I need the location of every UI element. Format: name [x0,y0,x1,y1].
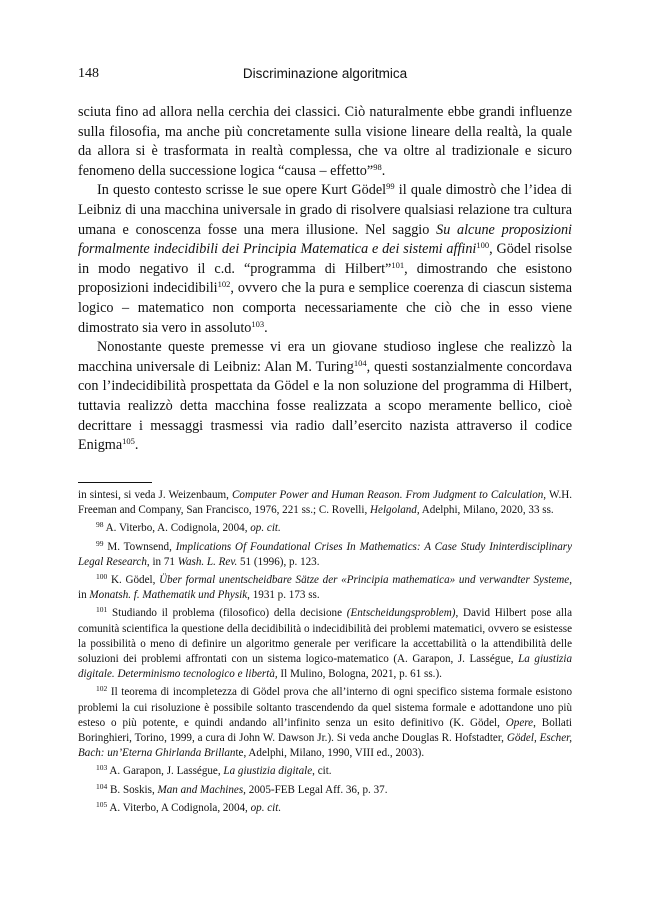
footnote-ref-100[interactable]: 100 [476,240,490,251]
footnote-number: 101 [96,605,108,615]
footnote-number: 103 [96,763,108,773]
footnote-103: $^{103}$ A. Garapon, J. Lasségue, La giustizia digitale, cit. [96,763,332,778]
footnote-number: 98 [96,520,104,530]
footnotes [78,488,572,819]
paragraph-continuation: sciuta fino ad allora nella cerchia dei classici. Ciò naturalmente ebbe grandi influenze sulla filosofia, ma anche più concretamente sulla visione lineare della realtà, la quale da allora si è trasformata in realtà complessa, che va oltre al tradizionale e sicuro fenomeno della successione logica “causa – effetto”$^{98}$. [78,104,572,179]
footnote-number: 105 [96,799,108,809]
paragraph-turing: Nonostante queste premesse vi era un giovane studioso inglese che realizzò la macchina universale di Leibniz: Alan M. Turing$^{104}$, questi sostanzialmente concordava con l’indecidibilità prospettata da Gödel e la non soluzione del programma di Hilbert, tuttavia realizzò detta macchina fosse realizzata a scopo meramente bellico, cioè decrittare i messaggi trasmessi via radio dall’esercito nazista attraverso il codice Enigma$^{105}$. [78,339,573,454]
main-text [78,103,572,456]
footnote-98: $^{98}$ A. Viterbo, A. Codignola, 2004, op. cit. [96,520,281,535]
footnote-ref-101[interactable]: 101 [391,259,405,270]
footnote-101: $^{101}$ Studiando il problema (filosofico) della decisione (Entscheidungsproblem), David Hilbert pose alla comunità scientifica la questione della decidibilità o indecidibilità dei problemi matematici, ovvero se esistesse la possibilità o meno di definire un algoritmo generale per verificare la accettabilità o la attendibilità delle soluzioni dei problemi affrontati con un sistema logico-matematico (A. Garapon, J. Lasségue, La giustizia digitale. Determinismo tecnologico e libertà, Il Mulino, Bologna, 2021, p. 61 ss.). [78,605,573,681]
footnote-99: $^{99}$ M. Townsend, Implications Of Foundational Crises In Mathematics: A Case Study Ininterdisciplinary Legal Research, in 71 Wash. L. Rev. 51 (1996), p. 123. [78,538,572,568]
footnote-104: $^{104}$ B. Soskis, Man and Machines, 2005-FEB Legal Aff. 36, p. 37. [96,781,388,796]
footnote-number: 104 [96,781,108,791]
footnote-continuation: in sintesi, si veda J. Weizenbaum, Computer Power and Human Reason. From Judgment to Calculation, W.H. Freeman and Company, San Francisco, 1976, 221 ss.; C. Rovelli, Helgoland, Adelphi, Milano, 2020, 33 ss. [78,489,573,517]
footnote-ref-102[interactable]: 102 [217,279,231,290]
footnote-ref-98[interactable]: 98 [373,161,382,172]
footnote-100: $^{100}$ K. Gödel, Über formal unentscheidbare Sätze der «Principia mathematica» und verwandter Systeme, in Monatsh. f. Mathematik und Physik, 1931 p. 173 ss. [78,572,572,602]
footnote-ref-104[interactable]: 104 [353,357,367,368]
running-head [78,66,572,86]
footnote-102: $^{102}$ Il teorema di incompletezza di Gödel prova che all’interno di ogni specifico sistema formale esistono problemi la cui risoluzione è possibile soltanto trascendendo da quel sistema formale e adottandone uno più esteso o più potente, e quindi andando all’infinito senza un esito definitivo (K. Gödel, Opere, Bollati Boringhieri, Torino, 1999, a cura di John W. Dawson Jr.). Si veda anche Douglas R. Hofstadter, Gödel, Escher, Bach: un’Eterna Ghirlanda Brillante, Adelphi, Milano, 1990, VIII ed., 2003). [78,684,572,760]
footnote-number: 102 [96,684,108,694]
essay-title: Su alcune proposizioni formalmente indecidibili dei Principia Matematica e dei sistemi affini [78,221,573,258]
footnote-ref-105[interactable]: 105 [122,436,135,447]
footnote-ref-99[interactable]: 99 [386,181,395,192]
page-number: 148 [78,66,99,81]
footnote-number: 100 [96,572,108,582]
running-title: Discriminazione algoritmica [242,66,408,81]
footnote-105: $^{105}$ A. Viterbo, A Codignola, 2004, op. cit. [96,799,282,814]
paragraph-godel: In questo contesto scrisse le sue opere Kurt Gödel$^{99}$ il quale dimostrò che l’idea di Leibniz di una macchina universale in grado di risolvere qualsiasi relazione tra cultura umana e conoscenza fosse una mera illusione. Nel saggio Su alcune proposizioni formalmente indecidibili dei Principia Matematica e dei sistemi affini$^{100}$, Gödel risolse in modo negativo il c.d. “programma di Hilbert”$^{101}$, dimostrando che esistono proposizioni indecidibili$^{102}$, ovvero che la pura e semplice coerenza di ciascun sistema logico – matematico non comporta necessariamente che ciò che in esso viene dimostrato sia vero in assoluto$^{103}$. [78,181,573,336]
footnote-ref-103[interactable]: 103 [251,318,265,329]
footnote-divider [78,482,152,483]
footnote-number: 99 [96,538,104,548]
